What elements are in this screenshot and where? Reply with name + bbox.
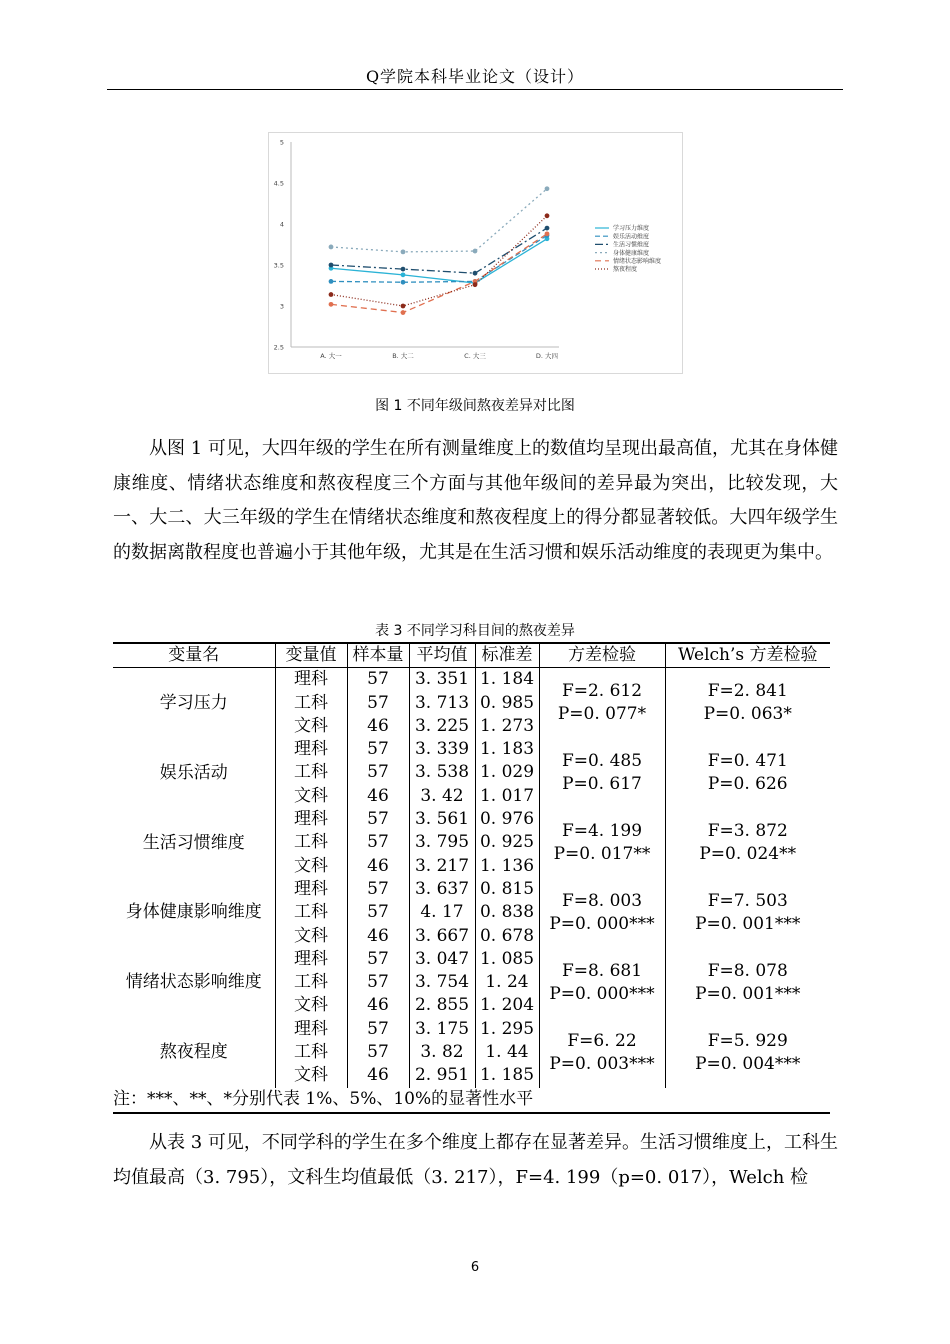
- legend-label: 身体健康维度: [613, 249, 650, 257]
- mean-cell: 3. 175: [409, 1018, 475, 1041]
- data-point: [473, 249, 478, 254]
- series-line: [331, 216, 547, 306]
- legend-label: 情绪状态影响维度: [613, 258, 662, 265]
- variable-value-cell: 文科: [275, 994, 347, 1017]
- welch-p-value: P=0. 004***: [695, 1053, 801, 1074]
- mean-cell: 3. 561: [409, 808, 475, 831]
- mean-cell: 3. 42: [409, 785, 475, 808]
- data-point: [329, 302, 334, 307]
- x-tick-label: A. 大一: [320, 352, 342, 360]
- line-chart: [268, 132, 683, 374]
- data-point: [473, 282, 478, 287]
- figure-caption: 图 1 不同年级间熬夜差异对比图: [375, 398, 575, 414]
- series-line: [331, 239, 547, 283]
- variable-value-cell: 文科: [275, 925, 347, 948]
- data-point: [545, 213, 550, 218]
- sample-size-cell: 46: [347, 715, 409, 738]
- variable-value-cell: 理科: [275, 738, 347, 761]
- sample-size-cell: 46: [347, 855, 409, 878]
- mean-cell: 3. 538: [409, 761, 475, 784]
- sd-cell: 0. 976: [475, 808, 539, 831]
- sd-cell: 1. 295: [475, 1018, 539, 1041]
- sd-cell: 1. 085: [475, 948, 539, 971]
- y-tick-label: 2.5: [273, 343, 284, 352]
- anova-f-value: F=6. 22: [567, 1030, 637, 1051]
- variable-name-cell: 情绪状态影响维度: [125, 972, 262, 993]
- variable-name-cell: 生活习惯维度: [142, 832, 245, 853]
- sd-cell: 1. 017: [475, 785, 539, 808]
- data-point: [329, 245, 334, 250]
- header-mean: 平均值: [409, 643, 475, 668]
- sample-size-cell: 46: [347, 994, 409, 1017]
- welch-result-cell: [665, 1018, 830, 1088]
- sd-cell: 1. 24: [475, 971, 539, 994]
- header-welch: Welch’s 方差检验: [665, 643, 830, 668]
- mean-cell: 3. 667: [409, 925, 475, 948]
- header-sd: 标准差: [475, 643, 539, 668]
- welch-p-value: P=0. 001***: [695, 913, 801, 934]
- mean-cell: 3. 795: [409, 831, 475, 854]
- variable-name-cell: 熬夜程度: [159, 1042, 228, 1063]
- welch-result-cell: [665, 668, 830, 738]
- header-anova: 方差检验: [539, 643, 665, 668]
- variable-name-cell: 娱乐活动: [159, 762, 228, 783]
- variable-name-cell: 身体健康影响维度: [125, 902, 262, 923]
- table-note: 注：***、**、*分别代表 1%、5%、10%的显著性水平: [113, 1088, 830, 1113]
- welch-result-cell: [665, 948, 830, 1018]
- series-line: [331, 228, 547, 273]
- legend-label: 生活习惯维度: [613, 241, 650, 249]
- anova-result-cell: [539, 948, 665, 1018]
- results-table: [113, 642, 830, 1114]
- anova-result-cell: [539, 668, 665, 738]
- variable-value-cell: 文科: [275, 785, 347, 808]
- welch-p-value: P=0. 626: [707, 774, 788, 795]
- line-chart-svg: [269, 133, 682, 373]
- sample-size-cell: 57: [347, 761, 409, 784]
- sample-size-cell: 57: [347, 692, 409, 715]
- table-row: [113, 1018, 830, 1041]
- data-point: [545, 186, 550, 191]
- mean-cell: 3. 637: [409, 878, 475, 901]
- data-point: [401, 249, 406, 254]
- x-tick-label: D. 大四: [535, 352, 559, 360]
- sd-cell: 1. 273: [475, 715, 539, 738]
- sample-size-cell: 57: [347, 878, 409, 901]
- table-note-row: [113, 1088, 830, 1113]
- mean-cell: 3. 754: [409, 971, 475, 994]
- variable-value-cell: 工科: [275, 692, 347, 715]
- welch-f-value: F=2. 841: [707, 681, 788, 702]
- sd-cell: 1. 204: [475, 994, 539, 1017]
- variable-value-cell: 工科: [275, 761, 347, 784]
- welch-result-cell: [665, 878, 830, 948]
- paragraph-2-text: 从表 3 可见，不同学科的学生在多个维度上都存在显著差异。生活习惯维度上，工科生均值最高（3. 795），文科生均值最低（3. 217），F=4. 199（p=0. 017），Welch 检: [113, 1132, 838, 1188]
- header-rule: [107, 89, 843, 90]
- sd-cell: 1. 184: [475, 668, 539, 692]
- mean-cell: 2. 951: [409, 1064, 475, 1087]
- sd-cell: 0. 925: [475, 831, 539, 854]
- variable-value-cell: 文科: [275, 715, 347, 738]
- sample-size-cell: 46: [347, 785, 409, 808]
- mean-cell: 4. 17: [409, 901, 475, 924]
- sd-cell: 0. 838: [475, 901, 539, 924]
- anova-p-value: P=0. 000***: [549, 983, 655, 1004]
- variable-value-cell: 理科: [275, 1018, 347, 1041]
- page-header-title: Q学院本科毕业论文（设计）: [365, 67, 585, 86]
- sample-size-cell: 57: [347, 1041, 409, 1064]
- data-point: [401, 280, 406, 285]
- y-tick-label: 5: [279, 138, 284, 147]
- anova-result-cell: [539, 1018, 665, 1088]
- sample-size-cell: 57: [347, 831, 409, 854]
- mean-cell: 3. 225: [409, 715, 475, 738]
- legend-label: 学习压力维度: [613, 225, 650, 233]
- variable-value-cell: 工科: [275, 901, 347, 924]
- anova-result-cell: [539, 738, 665, 808]
- sample-size-cell: 57: [347, 948, 409, 971]
- variable-value-cell: 工科: [275, 831, 347, 854]
- data-point: [401, 272, 406, 277]
- variable-value-cell: 理科: [275, 948, 347, 971]
- anova-result-cell: [539, 878, 665, 948]
- variable-value-cell: 理科: [275, 878, 347, 901]
- table-caption: 表 3 不同学习科目间的熬夜差异: [375, 623, 575, 639]
- y-tick-label: 4: [279, 220, 284, 229]
- variable-value-cell: 理科: [275, 808, 347, 831]
- anova-f-value: F=4. 199: [561, 821, 643, 842]
- y-tick-label: 4.5: [273, 179, 284, 188]
- page-number: 6: [470, 1260, 480, 1275]
- variable-value-cell: 文科: [275, 1064, 347, 1087]
- sd-cell: 1. 029: [475, 761, 539, 784]
- sd-cell: 0. 815: [475, 878, 539, 901]
- x-tick-label: B. 大二: [392, 352, 414, 360]
- mean-cell: 3. 217: [409, 855, 475, 878]
- mean-cell: 3. 351: [409, 668, 475, 692]
- mean-cell: 3. 339: [409, 738, 475, 761]
- data-point: [329, 279, 334, 284]
- table-header-row: [113, 643, 830, 668]
- welch-p-value: P=0. 063*: [703, 704, 792, 725]
- anova-p-value: P=0. 017**: [553, 844, 651, 865]
- data-point: [545, 231, 550, 236]
- header-value: 变量值: [275, 643, 347, 668]
- anova-result-cell: [539, 808, 665, 878]
- sd-cell: 1. 183: [475, 738, 539, 761]
- variable-value-cell: 工科: [275, 971, 347, 994]
- table-row: [113, 738, 830, 761]
- y-tick-label: 3: [279, 302, 284, 311]
- mean-cell: 3. 82: [409, 1041, 475, 1064]
- sample-size-cell: 57: [347, 668, 409, 692]
- variable-value-cell: 文科: [275, 855, 347, 878]
- welch-f-value: F=3. 872: [707, 821, 788, 842]
- data-point: [329, 292, 334, 297]
- sample-size-cell: 46: [347, 925, 409, 948]
- mean-cell: 2. 855: [409, 994, 475, 1017]
- data-point: [329, 263, 334, 268]
- anova-f-value: F=2. 612: [561, 681, 643, 702]
- sd-cell: 0. 985: [475, 692, 539, 715]
- paragraph-2: [113, 1126, 838, 1195]
- sd-cell: 1. 44: [475, 1041, 539, 1064]
- variable-value-cell: 工科: [275, 1041, 347, 1064]
- table-row: [113, 948, 830, 971]
- sample-size-cell: 57: [347, 808, 409, 831]
- mean-cell: 3. 047: [409, 948, 475, 971]
- anova-p-value: P=0. 000***: [549, 913, 655, 934]
- variable-value-cell: 理科: [275, 668, 347, 692]
- sample-size-cell: 57: [347, 901, 409, 924]
- welch-result-cell: [665, 808, 830, 878]
- sd-cell: 1. 185: [475, 1064, 539, 1087]
- x-tick-label: C. 大三: [464, 352, 486, 360]
- paragraph-1-text: 从图 1 可见，大四年级的学生在所有测量维度上的数值均呈现出最高值，尤其在身体健康维度、情绪状态维度和熬夜程度三个方面与其他年级间的差异最为突出，比较发现，大一、大二、大三年级的学生在情绪状态维度和熬夜程度上的得分都显著较低。大四年级学生的数据离散程度也普遍小于其他年级，尤其是在生活习惯和娱乐活动维度的表现更为集中。: [113, 438, 838, 563]
- welch-p-value: P=0. 001***: [695, 983, 801, 1004]
- y-tick-label: 3.5: [273, 261, 284, 270]
- anova-f-value: F=8. 003: [561, 890, 643, 911]
- sd-cell: 0. 678: [475, 925, 539, 948]
- anova-p-value: P=0. 617: [562, 774, 642, 795]
- welch-f-value: F=5. 929: [707, 1030, 788, 1051]
- header-variable: 变量名: [113, 643, 275, 668]
- legend-label: 娱乐活动维度: [613, 233, 650, 241]
- sample-size-cell: 57: [347, 1018, 409, 1041]
- sample-size-cell: 57: [347, 738, 409, 761]
- sample-size-cell: 46: [347, 1064, 409, 1087]
- table-row: [113, 878, 830, 901]
- variable-name-cell: 学习压力: [159, 692, 228, 713]
- mean-cell: 3. 713: [409, 692, 475, 715]
- legend-label: 熬夜程度: [613, 266, 638, 274]
- anova-p-value: P=0. 003***: [549, 1053, 655, 1074]
- data-point: [401, 267, 406, 272]
- welch-f-value: F=7. 503: [707, 890, 788, 911]
- header-sample-size: 样本量: [347, 643, 409, 668]
- table-row: [113, 668, 830, 692]
- series-line: [331, 189, 547, 252]
- data-point: [473, 271, 478, 276]
- series-line: [331, 234, 547, 313]
- table-row: [113, 808, 830, 831]
- welch-result-cell: [665, 738, 830, 808]
- sample-size-cell: 57: [347, 971, 409, 994]
- data-point: [401, 304, 406, 309]
- paragraph-1: [113, 432, 838, 570]
- anova-f-value: F=8. 681: [561, 960, 643, 981]
- anova-p-value: P=0. 077*: [557, 704, 647, 725]
- welch-f-value: F=0. 471: [707, 751, 788, 772]
- anova-f-value: F=0. 485: [561, 751, 643, 772]
- data-point: [545, 226, 550, 231]
- data-point: [401, 310, 406, 315]
- welch-p-value: P=0. 024**: [699, 844, 797, 865]
- welch-f-value: F=8. 078: [707, 960, 788, 981]
- sd-cell: 1. 136: [475, 855, 539, 878]
